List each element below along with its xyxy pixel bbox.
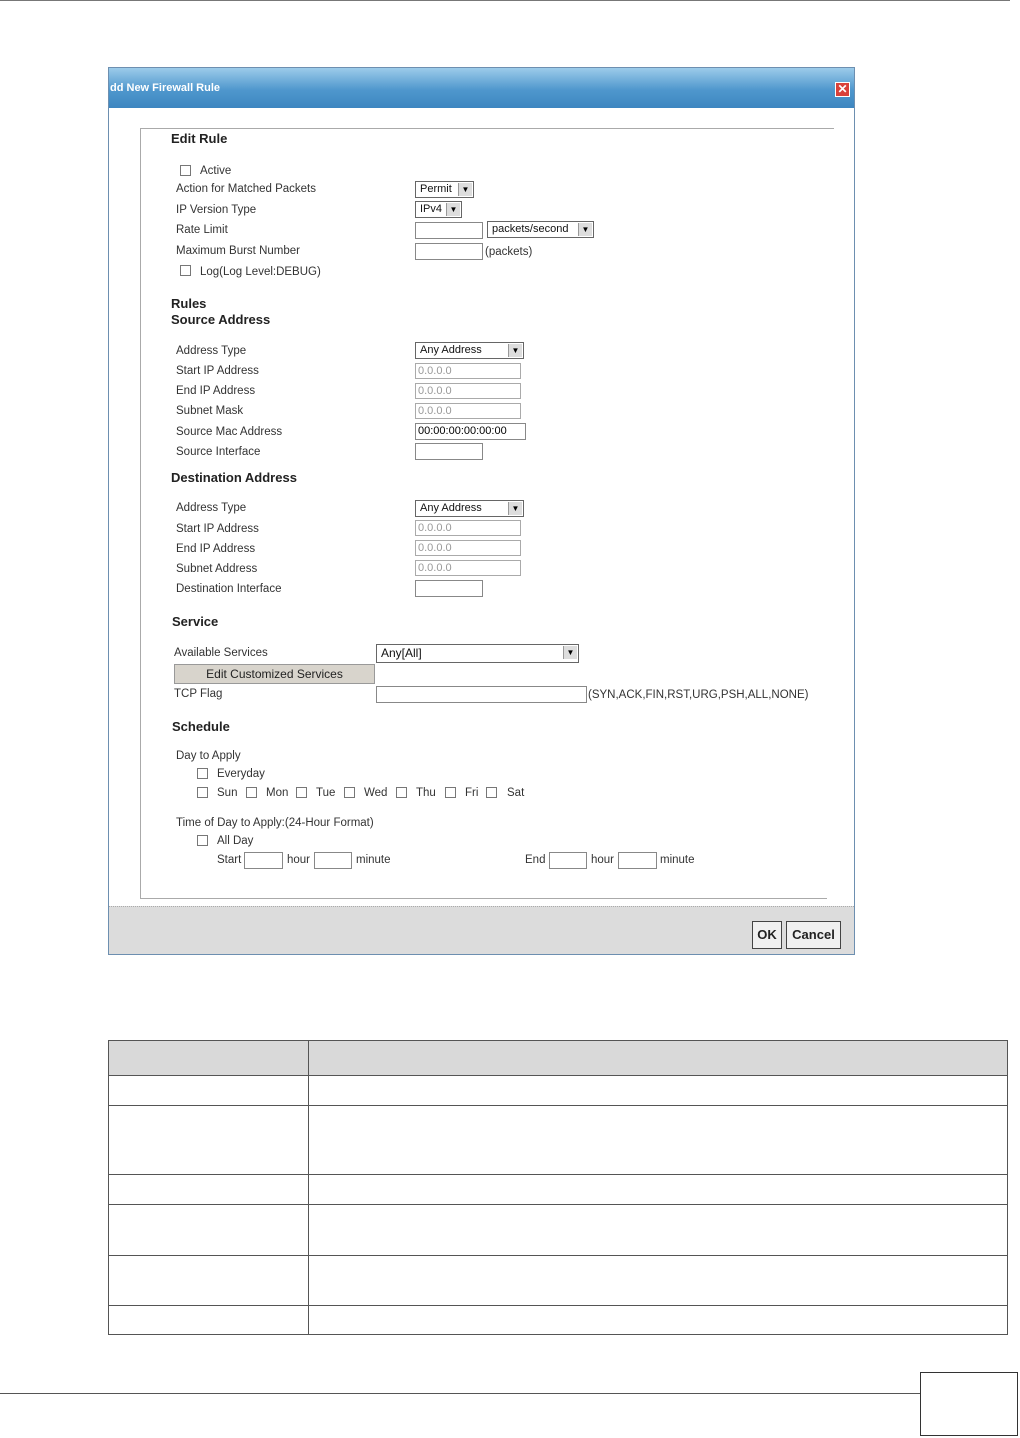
everyday-checkbox[interactable] bbox=[197, 768, 208, 779]
chevron-down-icon: ▼ bbox=[508, 344, 522, 357]
end-hour-input[interactable] bbox=[549, 852, 587, 869]
all-day-checkbox[interactable] bbox=[197, 835, 208, 846]
max-burst-label: Maximum Burst Number bbox=[176, 245, 300, 257]
action-label: Action for Matched Packets bbox=[176, 183, 316, 195]
table-cell bbox=[309, 1205, 1008, 1256]
page-number-box bbox=[920, 1372, 1018, 1436]
description-table bbox=[108, 1040, 1008, 1335]
tcp-flag-input[interactable] bbox=[376, 686, 587, 703]
start-minute-input[interactable] bbox=[314, 852, 352, 869]
service-heading: Service bbox=[172, 614, 219, 629]
chevron-down-icon: ▼ bbox=[508, 502, 522, 515]
time-of-day-label: Time of Day to Apply:(24-Hour Format) bbox=[176, 817, 374, 829]
table-row bbox=[109, 1106, 1008, 1175]
dst-address-type-select[interactable] bbox=[415, 500, 524, 517]
rate-unit-select-value: packets/second bbox=[492, 223, 569, 235]
dialog-title: dd New Firewall Rule bbox=[110, 82, 221, 94]
ip-version-label: IP Version Type bbox=[176, 204, 257, 216]
day-label-mon: Mon bbox=[266, 787, 289, 799]
dst-interface-input[interactable] bbox=[415, 580, 483, 597]
table-cell bbox=[309, 1175, 1008, 1205]
close-icon[interactable]: ✕ bbox=[835, 82, 850, 97]
table-cell bbox=[109, 1175, 309, 1205]
cancel-button[interactable]: Cancel bbox=[786, 921, 841, 949]
day-label-wed: Wed bbox=[364, 787, 388, 799]
table-row bbox=[109, 1205, 1008, 1256]
table-row bbox=[109, 1256, 1008, 1306]
end-minute-input[interactable] bbox=[618, 852, 657, 869]
start-hour-label: hour bbox=[287, 854, 311, 866]
table-header-row bbox=[109, 1041, 1008, 1076]
chevron-down-icon: ▼ bbox=[458, 183, 472, 196]
table-cell bbox=[309, 1076, 1008, 1106]
table-cell bbox=[109, 1106, 309, 1175]
dst-interface-label: Destination Interface bbox=[176, 583, 282, 595]
rate-limit-input[interactable] bbox=[415, 222, 483, 239]
ip-version-select-value: IPv4 bbox=[420, 203, 443, 215]
ok-button[interactable]: OK bbox=[752, 921, 782, 949]
table-cell bbox=[309, 1256, 1008, 1306]
day-checkbox-tue[interactable] bbox=[296, 787, 307, 798]
end-label: End bbox=[525, 854, 546, 866]
tcp-flag-label: TCP Flag bbox=[174, 688, 223, 700]
start-label: Start bbox=[217, 854, 242, 866]
table-header-cell bbox=[309, 1041, 1008, 1076]
start-minute-label: minute bbox=[356, 854, 391, 866]
dst-end-ip-input[interactable]: 0.0.0.0 bbox=[415, 540, 521, 556]
log-label: Log(Log Level:DEBUG) bbox=[200, 266, 321, 278]
table-cell bbox=[109, 1076, 309, 1106]
edit-customized-services-button[interactable]: Edit Customized Services bbox=[174, 664, 375, 684]
src-start-ip-input[interactable]: 0.0.0.0 bbox=[415, 363, 521, 379]
src-end-ip-label: End IP Address bbox=[176, 385, 256, 397]
src-mac-input[interactable]: 00:00:00:00:00:00 bbox=[415, 423, 526, 440]
all-day-label: All Day bbox=[217, 835, 254, 847]
log-checkbox[interactable] bbox=[180, 265, 191, 276]
day-checkbox-mon[interactable] bbox=[246, 787, 257, 798]
edit-rule-heading: Edit Rule bbox=[171, 131, 228, 146]
schedule-heading: Schedule bbox=[172, 719, 230, 734]
table-cell bbox=[309, 1306, 1008, 1335]
table-cell bbox=[109, 1205, 309, 1256]
destination-address-heading: Destination Address bbox=[171, 470, 297, 485]
max-burst-unit: (packets) bbox=[485, 246, 533, 258]
src-subnet-label: Subnet Mask bbox=[176, 405, 244, 417]
max-burst-input[interactable] bbox=[415, 243, 483, 260]
action-select[interactable] bbox=[415, 181, 474, 198]
day-checkbox-sun[interactable] bbox=[197, 787, 208, 798]
source-address-heading: Source Address bbox=[171, 312, 271, 327]
chevron-down-icon: ▼ bbox=[578, 223, 592, 236]
dialog-titlebar bbox=[109, 68, 854, 108]
day-checkbox-sat[interactable] bbox=[486, 787, 497, 798]
add-firewall-rule-dialog bbox=[108, 67, 855, 955]
day-checkbox-thu[interactable] bbox=[396, 787, 407, 798]
available-services-value: Any[All] bbox=[381, 646, 422, 660]
dialog-footer bbox=[109, 906, 854, 955]
rate-unit-select[interactable] bbox=[487, 221, 594, 238]
page-top-rule bbox=[0, 0, 1010, 1]
chevron-down-icon: ▼ bbox=[446, 203, 460, 216]
table-header-cell bbox=[109, 1041, 309, 1076]
src-mac-label: Source Mac Address bbox=[176, 426, 283, 438]
dst-address-type-value: Any Address bbox=[420, 502, 482, 514]
src-address-type-select[interactable] bbox=[415, 342, 524, 359]
src-interface-label: Source Interface bbox=[176, 446, 261, 458]
active-checkbox[interactable] bbox=[180, 165, 191, 176]
dst-subnet-input[interactable]: 0.0.0.0 bbox=[415, 560, 521, 576]
end-minute-label: minute bbox=[660, 854, 695, 866]
rate-limit-label: Rate Limit bbox=[176, 224, 228, 236]
day-label-thu: Thu bbox=[416, 787, 436, 799]
active-label: Active bbox=[200, 165, 232, 177]
src-interface-input[interactable] bbox=[415, 443, 483, 460]
src-address-type-label: Address Type bbox=[176, 345, 247, 357]
src-subnet-input[interactable]: 0.0.0.0 bbox=[415, 403, 521, 419]
day-label-tue: Tue bbox=[316, 787, 336, 799]
table-cell bbox=[109, 1256, 309, 1306]
rules-heading: Rules bbox=[171, 296, 207, 311]
table-cell bbox=[309, 1106, 1008, 1175]
table-cell bbox=[109, 1306, 309, 1335]
panel-bottom-rule bbox=[140, 898, 827, 899]
ip-version-select[interactable] bbox=[415, 201, 462, 218]
day-label-sun: Sun bbox=[217, 787, 238, 799]
available-services-select[interactable] bbox=[376, 644, 579, 663]
table-row bbox=[109, 1306, 1008, 1335]
dst-address-type-label: Address Type bbox=[176, 502, 247, 514]
src-start-ip-label: Start IP Address bbox=[176, 365, 259, 377]
day-to-apply-label: Day to Apply bbox=[176, 750, 241, 762]
end-hour-label: hour bbox=[591, 854, 615, 866]
action-select-value: Permit bbox=[420, 183, 452, 195]
dst-start-ip-label: Start IP Address bbox=[176, 523, 259, 535]
start-hour-input[interactable] bbox=[244, 852, 283, 869]
dst-subnet-label: Subnet Address bbox=[176, 563, 258, 575]
src-address-type-value: Any Address bbox=[420, 344, 482, 356]
table-row bbox=[109, 1175, 1008, 1205]
src-end-ip-input[interactable]: 0.0.0.0 bbox=[415, 383, 521, 399]
day-label-fri: Fri bbox=[465, 787, 479, 799]
tcp-flag-hint: (SYN,ACK,FIN,RST,URG,PSH,ALL,NONE) bbox=[588, 689, 809, 701]
page-footer-rule bbox=[0, 1393, 920, 1394]
day-label-sat: Sat bbox=[507, 787, 525, 799]
day-checkbox-wed[interactable] bbox=[344, 787, 355, 798]
chevron-down-icon: ▼ bbox=[563, 646, 577, 659]
dst-start-ip-input[interactable]: 0.0.0.0 bbox=[415, 520, 521, 536]
dst-end-ip-label: End IP Address bbox=[176, 543, 256, 555]
table-row bbox=[109, 1076, 1008, 1106]
day-checkbox-fri[interactable] bbox=[445, 787, 456, 798]
everyday-label: Everyday bbox=[217, 768, 265, 780]
available-services-label: Available Services bbox=[174, 647, 268, 659]
